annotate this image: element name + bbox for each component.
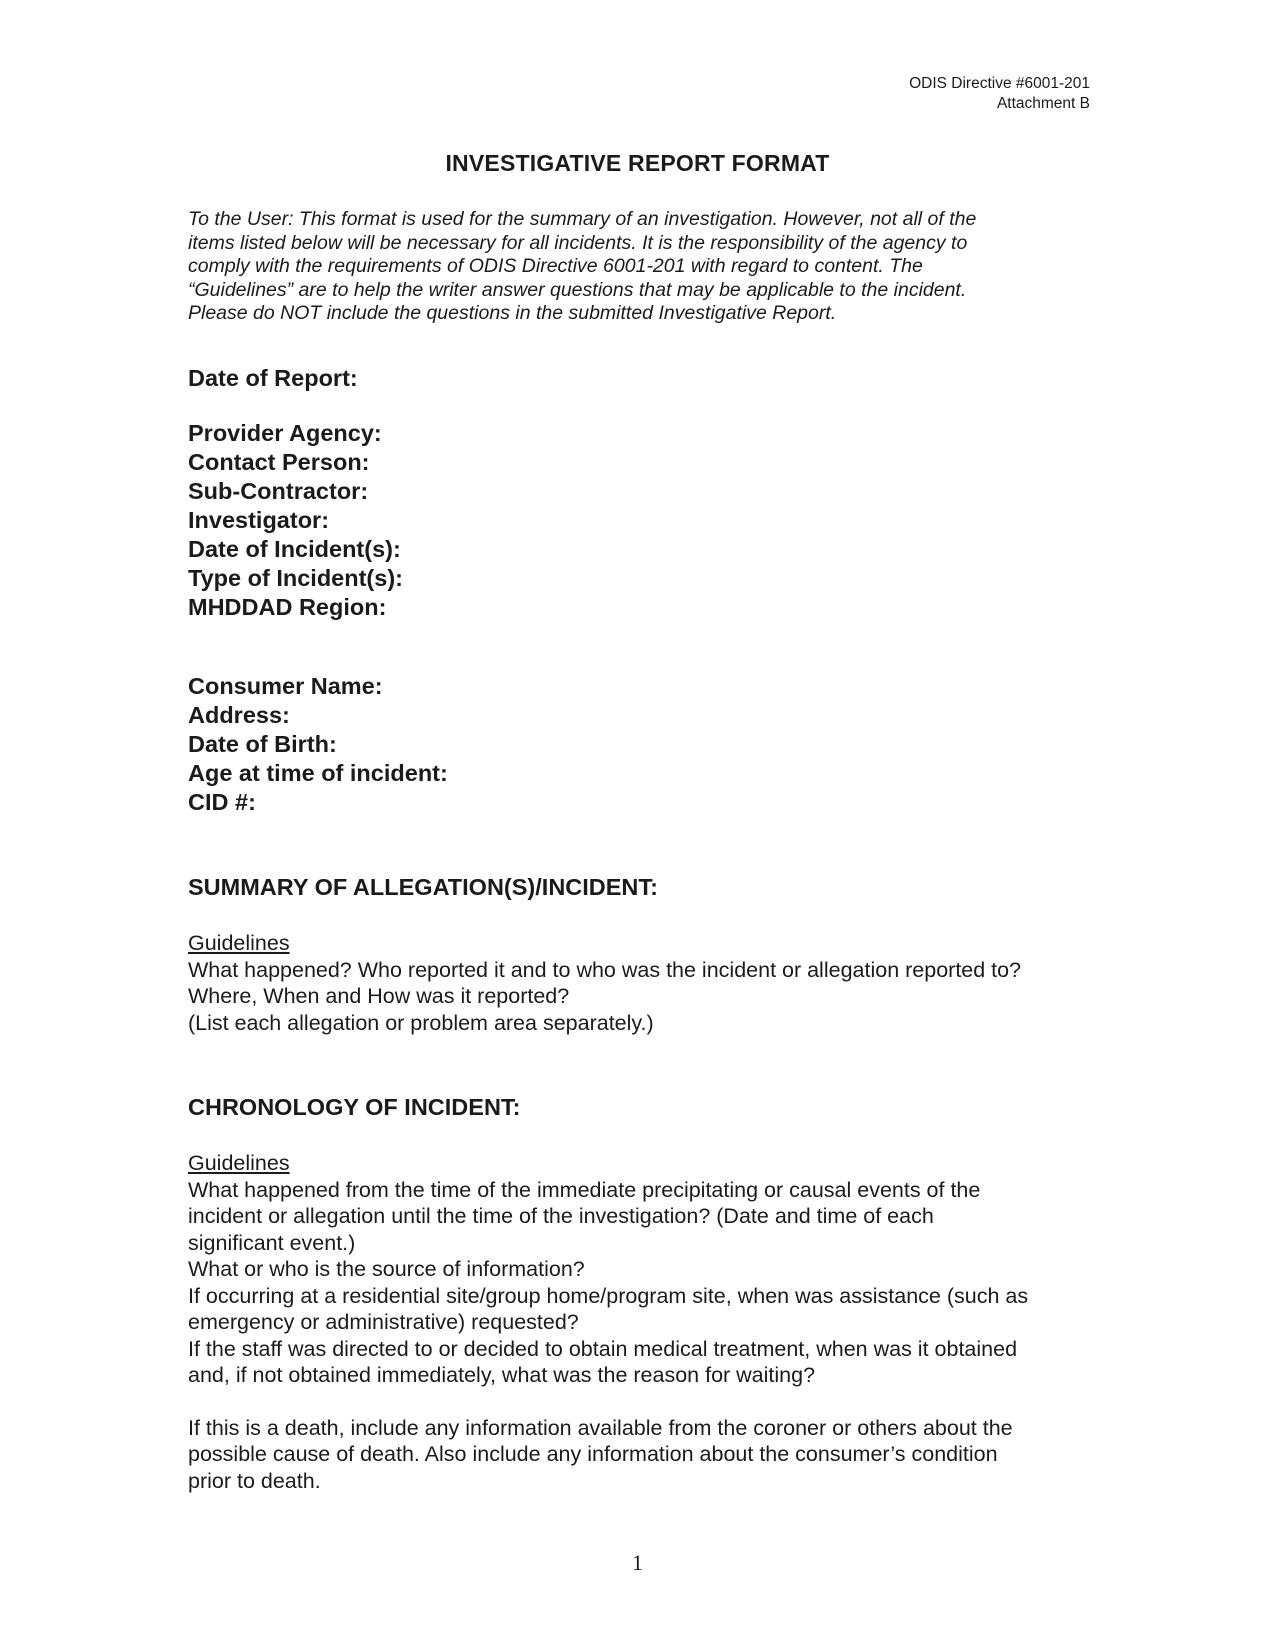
intro-paragraph [188, 208, 1068, 326]
field-label: Address: [188, 702, 290, 728]
page-title: INVESTIGATIVE REPORT FORMAT [445, 150, 830, 176]
death-guideline-line: possible cause of death. Also include any information about the consumer’s condition [188, 1442, 998, 1466]
intro-line: To the User: This format is used for the summary of an investigation. However, not all of the [188, 208, 977, 230]
summary-heading: SUMMARY OF ALLEGATION(S)/INCIDENT: [188, 874, 658, 900]
guideline-line: (List each allegation or problem area separately.) [188, 1010, 654, 1035]
guideline-line: If occurring at a residential site/group home/program site, when was assistance (such as [188, 1283, 1029, 1308]
field-label: Provider Agency: [188, 420, 382, 446]
field-label: Contact Person: [188, 449, 370, 475]
summary-guidelines [188, 930, 1088, 1036]
field-label: Age at time of incident: [188, 760, 448, 786]
field-label: Sub-Contractor: [188, 478, 369, 504]
guideline-line: emergency or administrative) requested? [188, 1310, 579, 1334]
guideline-line: If the staff was directed to or decided to obtain medical treatment, when was it obtained [188, 1336, 1018, 1361]
field-label: MHDDAD Region: [188, 594, 387, 620]
guidelines-label: Guidelines [188, 931, 290, 955]
guideline-line: incident or allegation until the time of the investigation? (Date and time of each [188, 1204, 934, 1228]
intro-line: “Guidelines” are to help the writer answer questions that may be applicable to the incident. [188, 278, 967, 301]
intro-line: comply with the requirements of ODIS Directive 6001-201 with regard to content. The [188, 255, 923, 277]
consumer-fields [188, 672, 448, 817]
field-label: CID #: [188, 789, 256, 815]
intro-line: items listed below will be necessary for all incidents. It is the responsibility of the agency to [188, 231, 968, 254]
page-number: 1 [632, 1550, 643, 1575]
guideline-line: and, if not obtained immediately, what was the reason for waiting? [188, 1363, 816, 1387]
guideline-line: Where, When and How was it reported? [188, 984, 570, 1008]
intro-line: Please do NOT include the questions in the submitted Investigative Report. [188, 302, 837, 324]
chronology-heading: CHRONOLOGY OF INCIDENT: [188, 1094, 521, 1120]
field-label: Investigator: [188, 507, 330, 533]
field-label: Type of Incident(s): [188, 565, 403, 591]
guideline-line: What happened from the time of the immediate precipitating or causal events of the [188, 1177, 981, 1202]
guideline-line: What or who is the source of information? [188, 1257, 585, 1281]
attachment-label: Attachment B [996, 95, 1090, 112]
guideline-line: significant event.) [188, 1230, 356, 1255]
guideline-line: What happened? Who reported it and to who was the incident or allegation reported to? [188, 957, 1022, 982]
field-label: Date of Incident(s): [188, 536, 401, 562]
death-guideline-line: If this is a death, include any information available from the coroner or others about the [188, 1415, 1013, 1440]
date-of-report-field [188, 364, 358, 393]
field-label: Date of Birth: [188, 731, 337, 757]
field-label: Date of Report: [188, 365, 358, 391]
guidelines-label: Guidelines [188, 1151, 290, 1175]
field-label: Consumer Name: [188, 673, 383, 699]
provider-fields [188, 419, 403, 622]
document-reference [909, 74, 1090, 114]
death-guideline-line: prior to death. [188, 1468, 321, 1493]
paragraph-gap [188, 1389, 1088, 1415]
chronology-guidelines [188, 1150, 1088, 1494]
directive-number: ODIS Directive #6001-201 [909, 75, 1090, 92]
